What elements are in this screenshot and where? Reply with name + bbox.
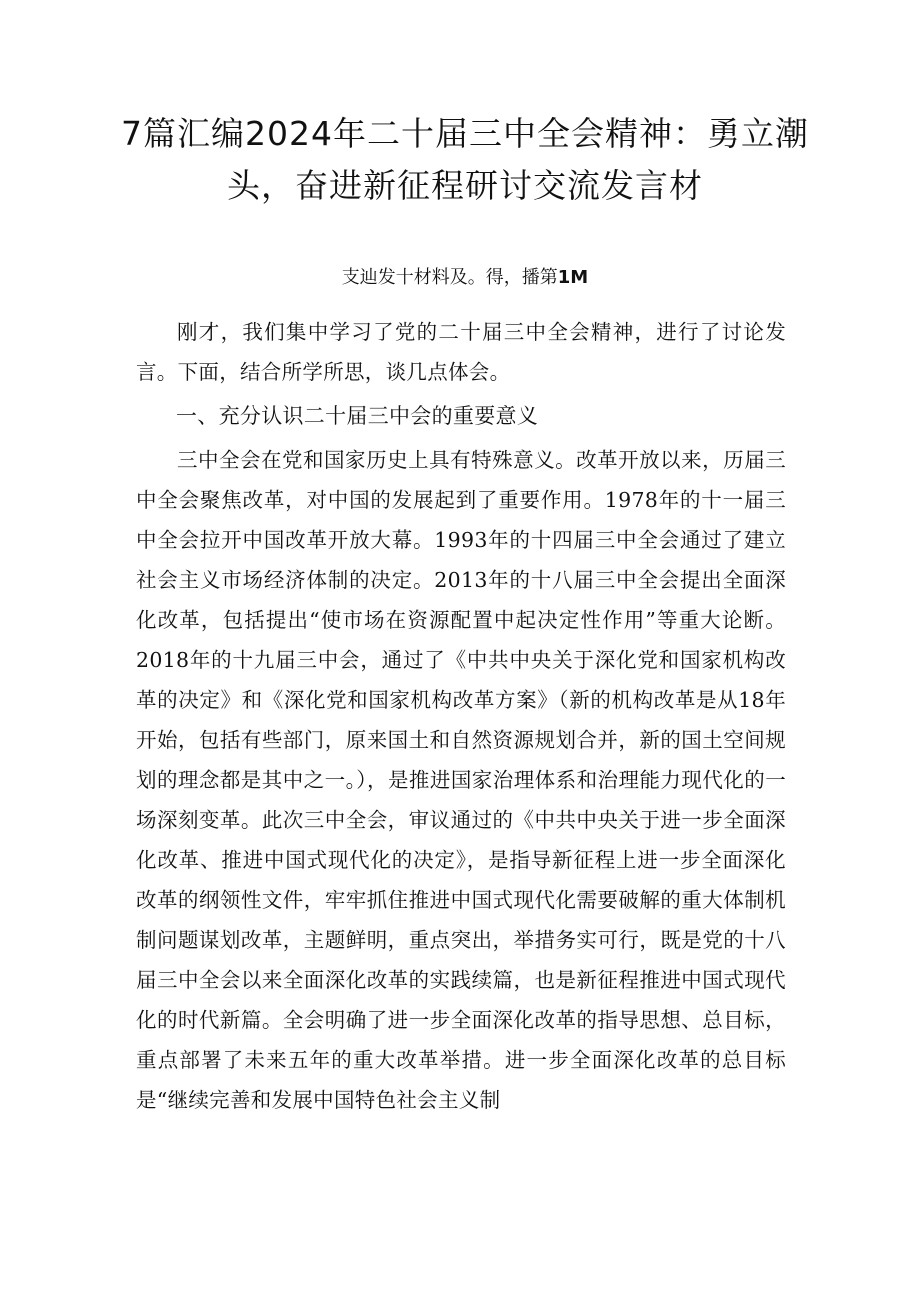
byline-bold-text: 1M <box>557 267 589 288</box>
section-heading-1: 一、充分认识二十届三中会的重要意义 <box>176 404 539 428</box>
document-body <box>136 312 786 1120</box>
document-byline <box>120 264 810 292</box>
byline-text: 支辿发十材料及。得，播第 <box>341 267 558 288</box>
section-1-paragraph: 三中全会在党和国家历史上具有特殊意义。改革开放以来，历届三中全会聚焦改革，对中国的发展起到了重要作用。1978年的十一届三中全会拉开中国改革开放大幕。1993年的十四届三中全会通过了建立社会主义市场经济体制的决定。2013年的十八届三中全会提出全面深化改革，包括提出“使市场在资源配置中起决定性作用”等重大论断。2018年的十九届三中会，通过了《中共中央关于深化党和国家机构改革的决定》和《深化党和国家机构改革方案》（新的机构改革是从18年开始，包括有些部门，原来国土和自然资源规划合并，新的国土空间规划的理念都是其中之一。），是推进国家治理体系和治理能力现代化的一场深刻变革。此次三中全会，审议通过的《中共中央关于进一步全面深化改革、推进中国式现代化的决定》，是指导新征程上进一步全面深化改革的纲领性文件，牢牢抓住推进中国式现代化需要破解的重大体制机制问题谋划改革，主题鲜明，重点突出，举措务实可行，既是党的十八届三中全会以来全面深化改革的实践续篇，也是新征程推进中国式现代化的时代新篇。全会明确了进一步全面深化改革的指导思想、总目标，重点部署了未来五年的重大改革举措。进一步全面深化改革的总目标是“继续完善和发展中国特色社会主义制 <box>136 448 786 1112</box>
document-title: 7篇汇编2024年二十届三中全会精神：勇立潮头，奋进新征程研讨交流发言材 <box>121 114 809 205</box>
intro-paragraph: 刚才，我们集中学习了党的二十届三中全会精神，进行了讨论发言。下面，结合所学所思，谈几点体会。 <box>136 320 786 384</box>
